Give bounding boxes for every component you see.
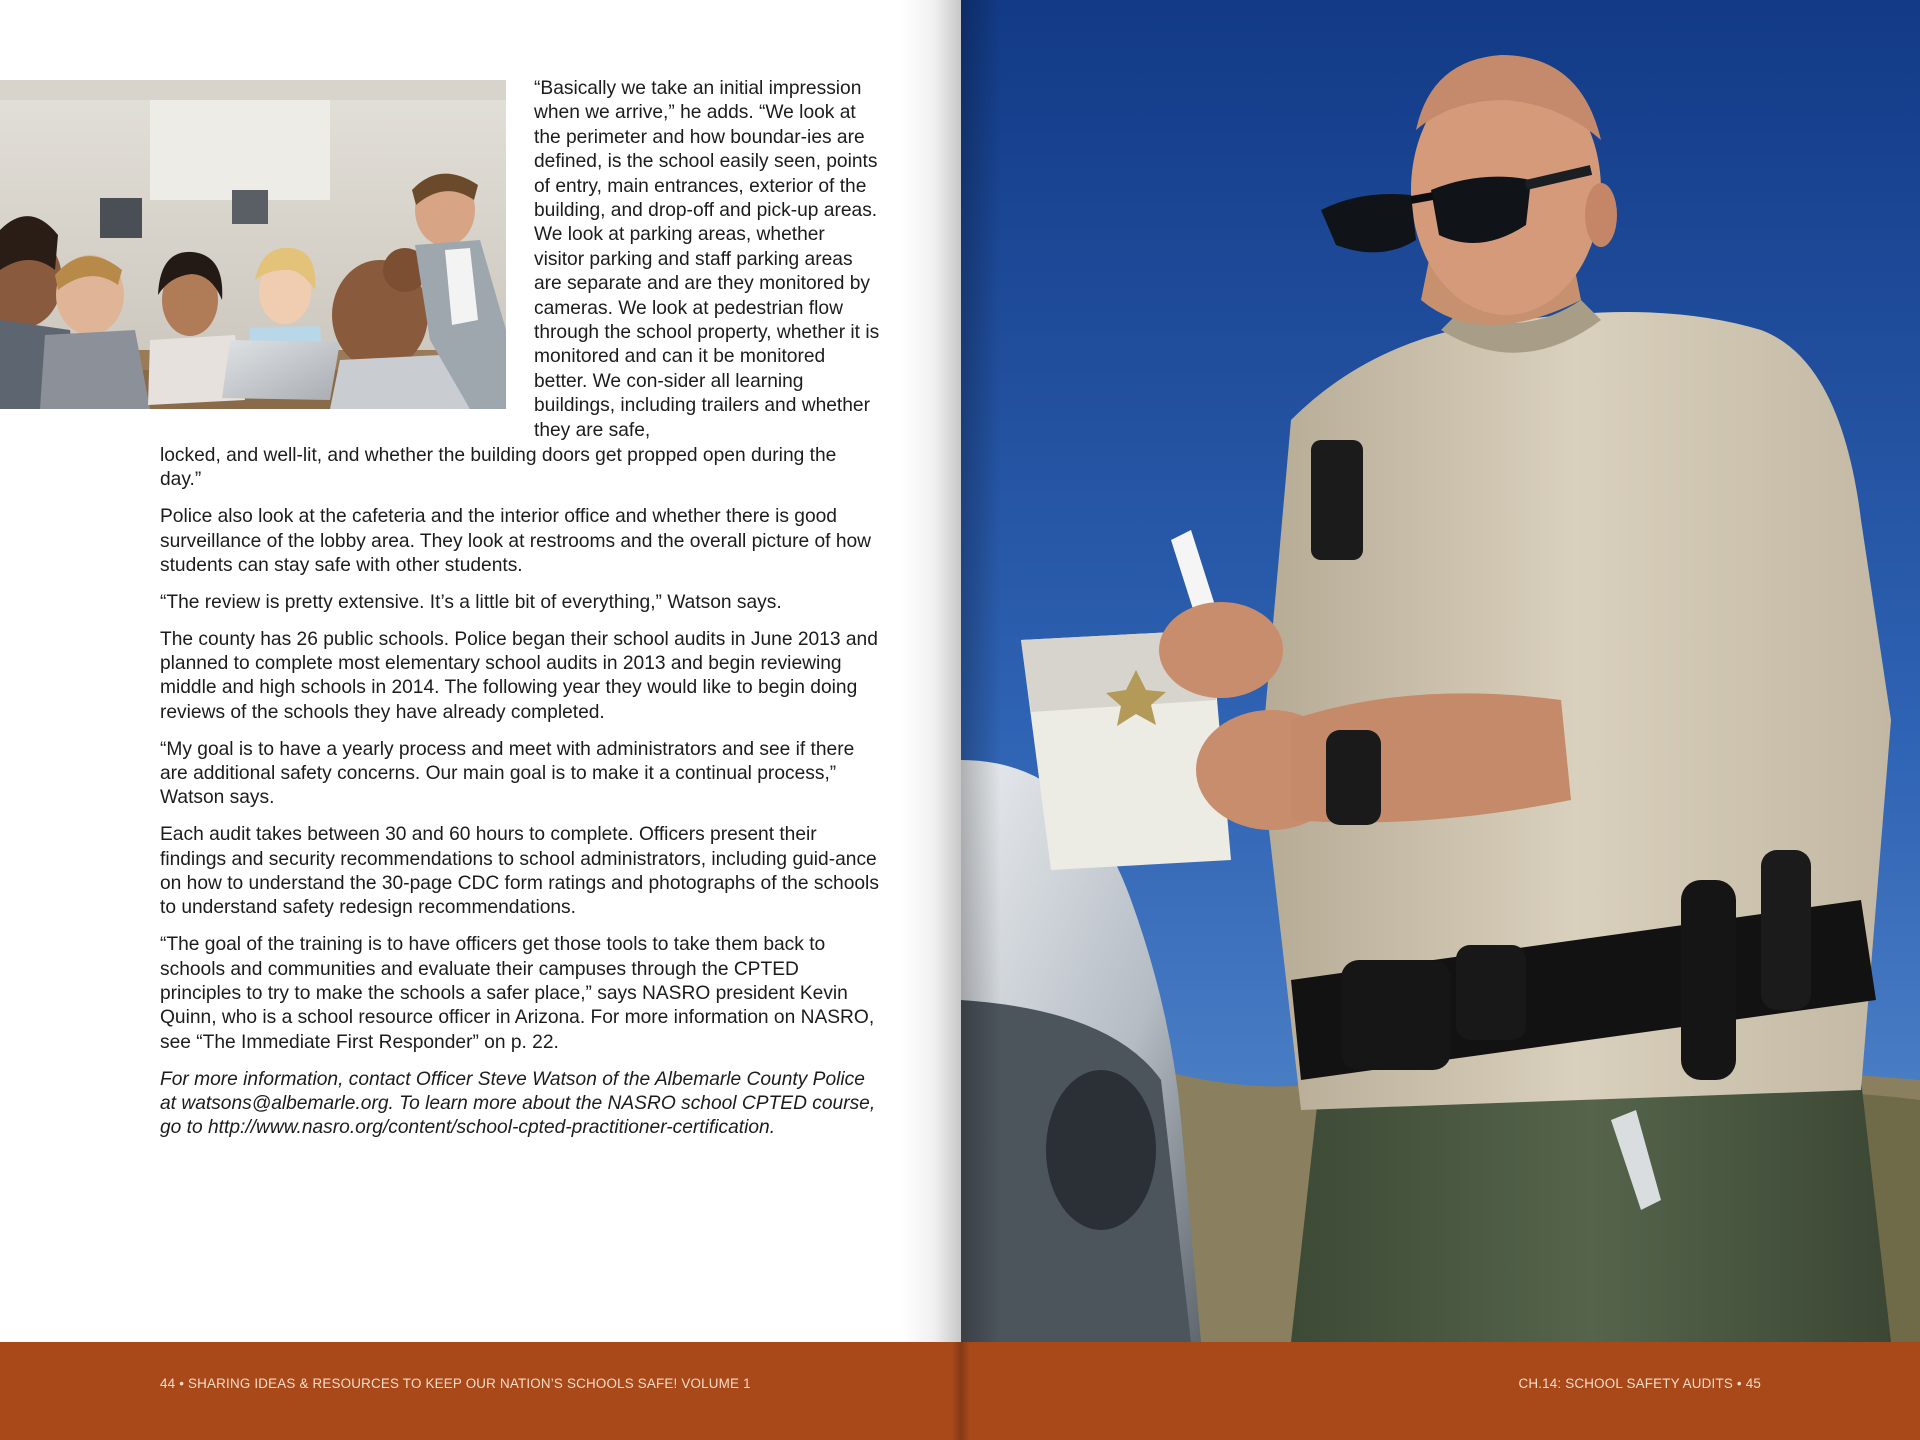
body-paragraph: “My goal is to have a yearly process and meet with administrators and see if there are additional safety concerns. Our main goal is to make it a continual process,” Watson says.: [160, 738, 855, 809]
quote-paragraph-continued: locked, and well-lit, and whether the building doors get propped open during the day.”: [160, 445, 837, 491]
footer-gutter-shadow: [952, 1342, 970, 1440]
right-page-photo: [961, 0, 1920, 1342]
article-body: [160, 444, 880, 1153]
right-page-folio: CH.14: SCHOOL SAFETY AUDITS • 45: [1518, 1376, 1761, 1391]
body-paragraph: “The review is pretty extensive. It’s a little bit of everything,” Watson says.: [160, 591, 782, 613]
police-officer-icon: [961, 0, 1920, 1342]
body-paragraph: The county has 26 public schools. Police began their school audits in June 2013 and planned to complete most elementary school audits in 2013 and begin reviewing middle and high schools in 2014. The following year they would like to begin doing reviews of the schools they have already completed.: [160, 628, 878, 723]
footer-bar: [0, 1342, 1920, 1440]
wrapped-quote-paragraph: “Basically we take an initial impression when we arrive,” he adds. “We look at the perimeter and how boundar-ies are defined, is the school easily seen, points of entry, main entrances, exterior of the building, and drop-off and pick-up areas. We look at parking areas, whether visitor parking and staff parking areas are separate and are they monitored by cameras. We look at pedestrian flow through the school property, whether it is monitored and can it be monitored better. We con-sider all learning buildings, including trailers and whether they are safe,: [534, 78, 880, 441]
body-paragraph: “The goal of the training is to have officers get those tools to take them back to schools and communities and evaluate their campuses through the CPTED principles to try to make the schools a safer place,” says NASRO president Kevin Quinn, who is a school resource officer in Arizona. For more information on NASRO, see “The Immediate First Responder” on p. 22.: [160, 934, 875, 1053]
body-paragraph: Each audit takes between 30 and 60 hours to complete. Officers present their findings and security recommendations to school administrators, including guid-ance on how to understand the 30-page CDC form ratings and photographs of the schools to understand safety redesign recommendations.: [160, 824, 879, 919]
contact-note: For more information, contact Officer Steve Watson of the Albemarle County Police at watsons@albemarle.org. To learn more about the NASRO school CPTED course, go to http://www.nasro.org/content/school-cpted-practitioner-certification.: [160, 1068, 876, 1139]
students-photo: [0, 80, 506, 409]
body-paragraph: Police also look at the cafeteria and the interior office and whether there is good surveillance of the lobby area. They look at restrooms and the overall picture of how students can stay safe with other students.: [160, 506, 872, 577]
students-with-laptop-icon: [0, 80, 506, 409]
left-page-folio: 44 • SHARING IDEAS & RESOURCES TO KEEP OUR NATION’S SCHOOLS SAFE! VOLUME 1: [160, 1376, 751, 1391]
